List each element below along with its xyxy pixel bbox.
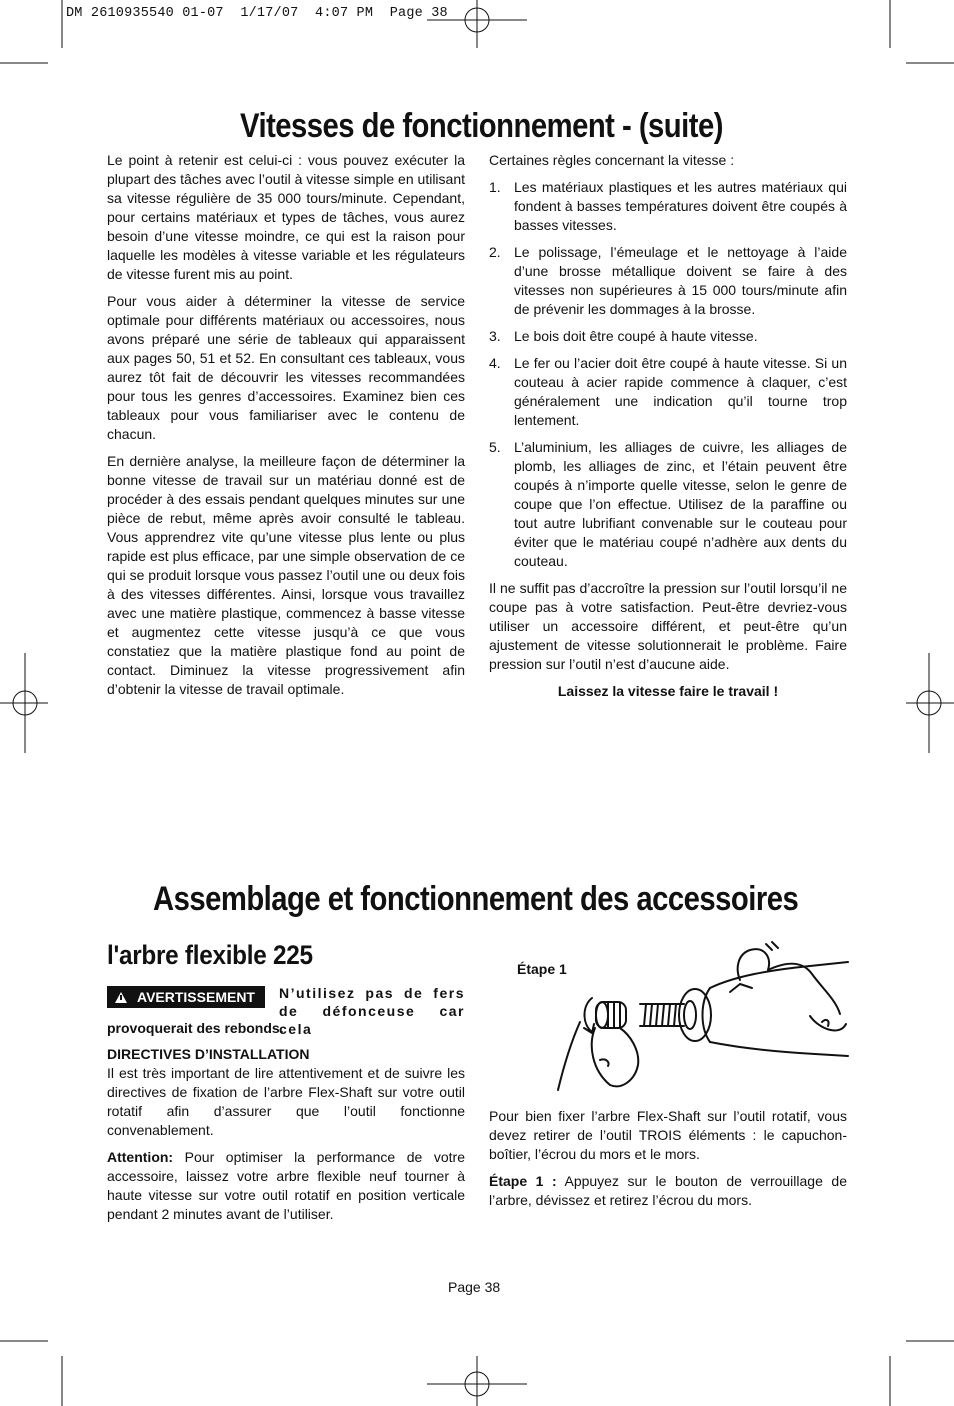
list-item: 3. Le bois doit être coupé à haute vitesse. xyxy=(489,328,758,344)
section-title-speeds: Vitesses de fonctionnement - (suite) xyxy=(240,107,723,145)
page-number: Page 38 xyxy=(448,1279,501,1295)
rules-intro: Certaines règles concernant la vitesse : xyxy=(489,152,735,168)
list-item: 5. L’aluminium, les alliages de cuivre, les alliages de plomb, les alliages de zinc, et l’étain peuvent être coupés à n’importe quelle vitesse, selon le genre de coupe que l’on effectue. Utilisez de la paraffine ou tout autre lubrifiant convenable sur le couteau pour éviter que le matériau coupé n’adhère aux dents du couteau. xyxy=(489,439,847,569)
step-paragraph: Étape 1 : Appuyez sur le bouton de verrouillage de l’arbre, dévissez et retirez l’écrou du mors. xyxy=(489,1173,848,1208)
installation-directives xyxy=(107,1045,465,1232)
figure-label: Étape 1 xyxy=(517,961,567,977)
paragraph: Il ne suffit pas d’accroître la pression sur l’outil lorsqu’il ne coupe pas à votre satisfaction. Peut-être devriez-vous utiliser un accessoire différent, et peut-être qu’un ajustement de vitesse solutionnerait le problème. Faire pression sur l’outil n’est d’aucune aide. xyxy=(489,580,847,672)
paragraph: Pour vous aider à déterminer la vitesse de service optimale pour différents matériaux ou accessoires, nous avons préparé une série de tableaux qui apparaissent aux pages 50, 51 et 52. En consultant ces tableaux, vous aurez tôt fait de découvrir les vitesses recommandées pour tous les genres d’accessoires. Examinez bien ces tableaux pour vous familiariser avec le contenu de chacun. xyxy=(107,293,465,442)
subsection-title-flex-shaft: l'arbre flexible 225 xyxy=(107,940,313,970)
paragraph: Le point à retenir est celui-ci : vous pouvez exécuter la plupart des tâches avec l’outil à vitesse simple en utilisant sa vitesse régulière de 35 000 tours/minute. Cependant, pour certains matériaux et types de tâches, vous aurez besoin d’une vitesse moindre, ce qui est la raison pour laquelle les modèles à vitesse variable et les régulateurs de vitesse furent mis au point. xyxy=(107,152,465,282)
section-title-accessories: Assemblage et fonctionnement des accessoires xyxy=(153,880,799,918)
right-column-flex-shaft xyxy=(489,1107,847,1218)
paragraph: Pour bien fixer l’arbre Flex-Shaft sur l’outil rotatif, vous devez retirer de l’outil TROIS éléments : le capuchon-boîtier, l’écrou du mors et le mors. xyxy=(489,1108,847,1162)
warning-text-continued: provoquerait des rebonds. xyxy=(107,1020,284,1036)
list-item: 2. Le polissage, l’émeulage et le nettoyage à l’aide d’une brosse métallique doivent se faire à des vitesses non supérieures à 15 000 tours/minute afin de prévenir les dommages à la brosse. xyxy=(489,244,847,317)
paragraph: En dernière analyse, la meilleure façon de déterminer la bonne vitesse de travail sur un matériau donné est de procéder à des essais pendant quelques minutes sur une pièce de rebut, même après avoir consulté le tableau. Vous apprendrez vite qu’une vitesse plus lente ou plus rapide est plus efficace, par une simple observation de ce qui se produit lorsque vous passez l’outil une ou deux fois à des vitesses différentes. Ainsi, lorsque vous travaillez avec une matière plastique, commencez à basse vitesse et augmentez cette vitesse jusqu’à ce que vous constatiez que la matière plastique fond au point de contact. Diminuez la vitesse progressivement afin d’obtenir la vitesse de travail optimale. xyxy=(107,453,465,697)
closing-note: Laissez la vitesse faire le travail ! xyxy=(557,683,779,699)
directives-heading: DIRECTIVES D’INSTALLATION xyxy=(107,1046,310,1062)
list-item: 4. Le fer ou l’acier doit être coupé à haute vitesse. Si un couteau à acier rapide commence à claquer, c’est généralement une indication qu’il tourne trop lentement. xyxy=(489,355,847,428)
list-item: 1. Les matériaux plastiques et les autres matériaux qui fondent à basses températures doivent être coupés à basses vitesses. xyxy=(489,179,847,233)
paragraph: Il est très important de lire attentivement et de suivre les directives de fixation de l’arbre Flex-Shaft sur votre outil rotatif afin d’assurer que l’outil fonctionne convenablement. xyxy=(107,1065,465,1138)
right-column-speeds xyxy=(489,151,847,709)
warning-label: AVERTISSEMENT xyxy=(137,989,255,1005)
left-column-speeds xyxy=(107,151,465,707)
warning-badge xyxy=(107,986,265,1008)
attention-paragraph: Attention: Pour optimiser la performance de votre accessoire, laissez votre arbre flexible neuf tourner à haute vitesse sur votre outil rotatif en position verticale pendant 2 minutes avant de l’utiliser. xyxy=(107,1149,465,1222)
warning-triangle-icon xyxy=(115,992,127,1003)
warning-text: N’utilisez pas de fers de défonceuse car cela xyxy=(279,985,465,1037)
print-slug-line: DM 2610935540 01-07 1/17/07 4:07 PM Page 38 xyxy=(66,6,448,21)
flex-shaft-illustration xyxy=(540,940,850,1095)
speed-rules-list xyxy=(489,178,847,571)
